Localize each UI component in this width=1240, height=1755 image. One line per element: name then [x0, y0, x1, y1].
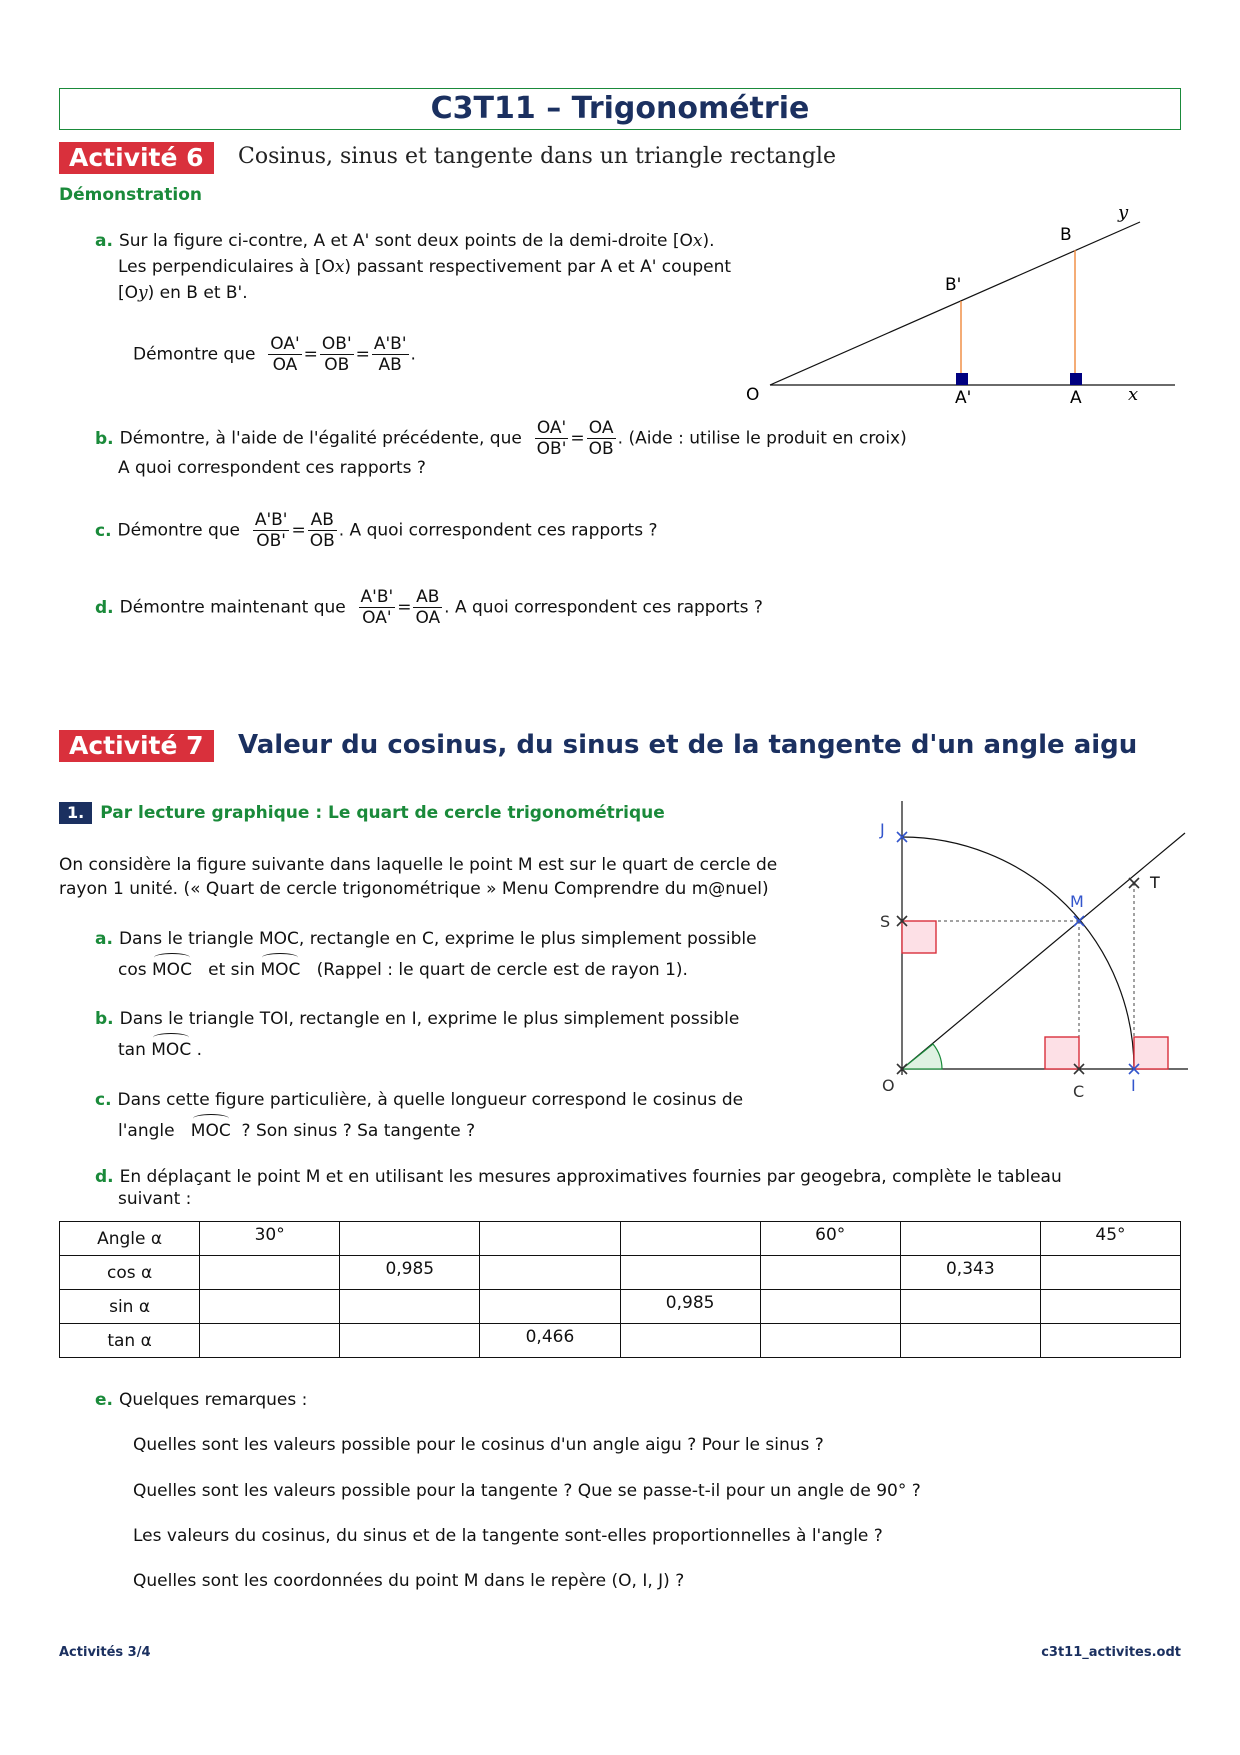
act6-b-line1: b. Démontre, à l'aide de l'égalité précédente, que $\frac{OA'}{OB'}$ = $\frac{OA}{OB}$ . (Aide : utilise le produit en croix): [95, 418, 907, 459]
page-title: C3T11 – Trigonométrie: [59, 88, 1181, 130]
act7-e-q4: Quelles sont les coordonnées du point M dans le repère (O, I, J) ?: [133, 1571, 685, 1591]
label-o: O: [746, 385, 760, 405]
label-y: y: [1118, 202, 1129, 223]
table-cell[interactable]: [620, 1222, 760, 1256]
thales-figure: [740, 200, 1180, 410]
label-a: A: [1070, 388, 1082, 408]
fraction: $\frac{A'B'}{OB'}$: [254, 510, 288, 551]
table-cell: cos α: [60, 1256, 200, 1290]
trig-circle-figure: [870, 795, 1190, 1105]
act7-a-line2: cos MOC et sin MOC (Rappel : le quart de cercle est de rayon 1).: [118, 954, 688, 983]
act7-e-line0: e. Quelques remarques :: [95, 1390, 308, 1410]
table-cell: Angle α: [60, 1222, 200, 1256]
ray-oy: [770, 222, 1140, 385]
table-cell[interactable]: [340, 1324, 480, 1358]
label-t: T: [1150, 873, 1160, 892]
table-cell[interactable]: [1040, 1324, 1180, 1358]
act6-a-line2: Les perpendiculaires à [Ox) passant respectivement par A et A' coupent: [118, 257, 732, 277]
table-cell[interactable]: [200, 1324, 340, 1358]
label-i: I: [1131, 1076, 1136, 1095]
table-cell[interactable]: [900, 1222, 1040, 1256]
act7-c-line2: l'angle MOC ? Son sinus ? Sa tangente ?: [118, 1115, 475, 1144]
label-x: x: [1128, 384, 1139, 405]
fraction: $\frac{OA'}{OA}$: [270, 334, 300, 375]
act7-b-line1: b. Dans le triangle TOI, rectangle en I, exprime le plus simplement possible: [95, 1009, 740, 1029]
table-cell[interactable]: 0,985: [620, 1290, 760, 1324]
table-cell[interactable]: [620, 1256, 760, 1290]
table-cell[interactable]: [760, 1256, 900, 1290]
act6-a-line3: [Oy) en B et B'.: [118, 283, 248, 303]
act7-d-line1: d. En déplaçant le point M et en utilisant les mesures approximatives fournies par geogebra, complète le tableau: [95, 1167, 1062, 1187]
act6-d-line: d. Démontre maintenant que $\frac{A'B'}{OA'}$ = $\frac{AB}{OA}$ . A quoi correspondent ces rapports ?: [95, 587, 763, 628]
table-row: [60, 1222, 1181, 1256]
table-cell[interactable]: [200, 1256, 340, 1290]
activity-7-badge: Activité 7: [59, 730, 214, 762]
table-row: [60, 1290, 1181, 1324]
values-table: [59, 1221, 1181, 1358]
line-ot: [902, 833, 1185, 1069]
right-angle-marker-a: [1070, 373, 1082, 385]
act7-e-q3: Les valeurs du cosinus, du sinus et de la tangente sont-elles proportionnelles à l'angle ?: [133, 1526, 883, 1546]
table-cell[interactable]: 0,466: [480, 1324, 620, 1358]
act6-b-line2: A quoi correspondent ces rapports ?: [118, 458, 426, 478]
fraction: $\frac{OA}{OB}$: [588, 418, 614, 459]
table-cell: sin α: [60, 1290, 200, 1324]
label-c: C: [1073, 1082, 1085, 1101]
table-cell[interactable]: [1040, 1290, 1180, 1324]
label-b-prime: B': [945, 275, 962, 295]
table-cell[interactable]: [480, 1256, 620, 1290]
label-o: O: [882, 1076, 895, 1095]
right-angle-marker-a2: [956, 373, 968, 385]
table-cell[interactable]: [480, 1290, 620, 1324]
fraction: $\frac{AB}{OB}$: [309, 510, 335, 551]
fraction: $\frac{A'B'}{OA'}$: [360, 587, 394, 628]
activity-7-title: Valeur du cosinus, du sinus et de la tangente d'un angle aigu: [238, 730, 1138, 760]
table-cell[interactable]: 45°: [1040, 1222, 1180, 1256]
act7-e-q1: Quelles sont les valeurs possible pour le cosinus d'un angle aigu ? Pour le sinus ?: [133, 1435, 824, 1455]
act6-c-line: c. Démontre que $\frac{A'B'}{OB'}$ = $\frac{AB}{OB}$ . A quoi correspondent ces rapports ?: [95, 510, 658, 551]
label-s: S: [880, 912, 891, 931]
fraction: $\frac{OB'}{OB}$: [321, 334, 352, 375]
activity-6-subtitle: Cosinus, sinus et tangente dans un triangle rectangle: [238, 144, 836, 169]
label-a-prime: A': [955, 388, 972, 408]
act7-c-line1: c. Dans cette figure particulière, à quelle longueur correspond le cosinus de: [95, 1090, 744, 1110]
fraction: $\frac{OA'}{OB'}$: [536, 418, 567, 459]
table-row: [60, 1256, 1181, 1290]
act7-intro-line2: rayon 1 unité. (« Quart de cercle trigonométrique » Menu Comprendre du m@nuel): [59, 879, 769, 899]
table-cell[interactable]: 0,985: [340, 1256, 480, 1290]
act7-d-line2: suivant :: [118, 1189, 192, 1209]
table-row: [60, 1324, 1181, 1358]
angle-arc-moc: [902, 1044, 942, 1069]
table-cell[interactable]: [900, 1324, 1040, 1358]
table-cell: tan α: [60, 1324, 200, 1358]
label-m: M: [1070, 892, 1084, 911]
section-1-heading: 1. Par lecture graphique : Le quart de cercle trigonométrique: [59, 802, 665, 824]
table-cell[interactable]: 0,343: [900, 1256, 1040, 1290]
table-cell[interactable]: [620, 1324, 760, 1358]
table-cell[interactable]: [340, 1222, 480, 1256]
table-cell[interactable]: [340, 1290, 480, 1324]
fraction: $\frac{A'B'}{AB}$: [373, 334, 407, 375]
label-b: B: [1060, 225, 1072, 245]
table-cell[interactable]: 30°: [200, 1222, 340, 1256]
act7-a-line1: a. Dans le triangle MOC, rectangle en C, exprime le plus simplement possible: [95, 929, 757, 949]
table-cell[interactable]: [760, 1324, 900, 1358]
table-cell[interactable]: 60°: [760, 1222, 900, 1256]
act7-intro-line1: On considère la figure suivante dans laquelle le point M est sur le quart de cercle de: [59, 855, 778, 875]
quarter-circle: [902, 837, 1134, 1069]
act6-a-line1: a. Sur la figure ci-contre, A et A' sont deux points de la demi-droite [Ox).: [95, 231, 715, 251]
table-cell[interactable]: [900, 1290, 1040, 1324]
table-cell[interactable]: [480, 1222, 620, 1256]
act7-b-line2: tan MOC .: [118, 1034, 202, 1063]
table-cell[interactable]: [760, 1290, 900, 1324]
label-j: J: [880, 820, 885, 839]
section-demonstration: Démonstration: [59, 185, 202, 205]
table-cell[interactable]: [1040, 1256, 1180, 1290]
act6-a-equation: Démontre que $\frac{OA'}{OA}$ = $\frac{OB'}{OB}$ = $\frac{A'B'}{AB}$ .: [133, 334, 416, 375]
footer-right: c3t11_activites.odt: [1041, 1645, 1181, 1660]
activity-6-badge: Activité 6: [59, 142, 214, 174]
act7-e-q2: Quelles sont les valeurs possible pour la tangente ? Que se passe-t-il pour un angle de 90° ?: [133, 1481, 921, 1501]
table-cell[interactable]: [200, 1290, 340, 1324]
footer-left: Activités 3/4: [59, 1645, 151, 1660]
fraction: $\frac{AB}{OA}$: [415, 587, 441, 628]
